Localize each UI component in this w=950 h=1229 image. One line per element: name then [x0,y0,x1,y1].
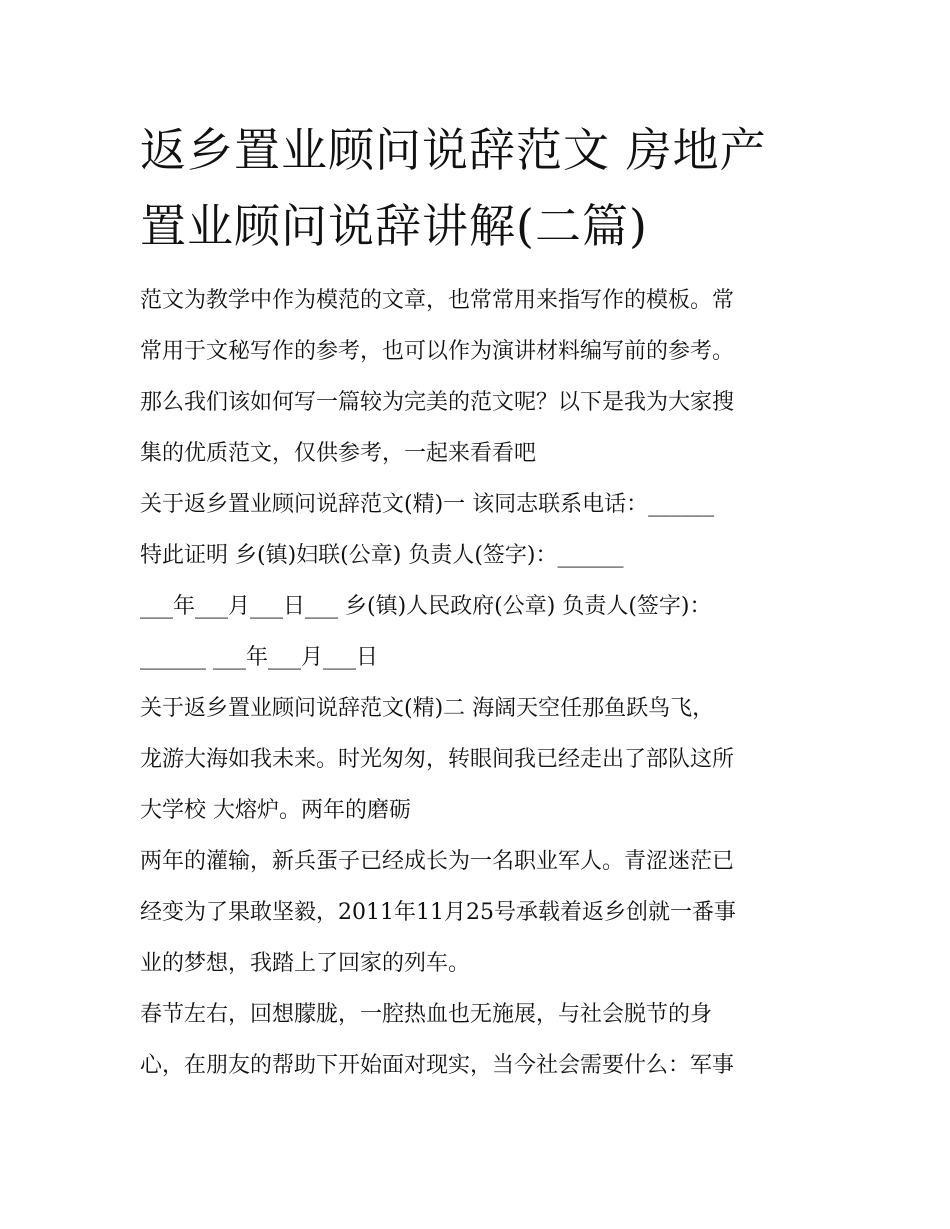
body-line: 两年的灌输，新兵蛋子已经成长为一名职业军人。青涩迷茫已 [140,849,735,874]
body-line: 关于返乡置业顾问说辞范文(精)二 海阔天空任那鱼跃鸟飞， [140,696,715,721]
body-line: 经变为了果敢坚毅，2011年11月25号承载着返乡创就一番事 [140,900,736,925]
body-line: 特此证明 乡(镇)妇联(公章) 负责人(签字)：______ [140,543,624,568]
body-line: 春节左右，回想朦胧，一腔热血也无施展，与社会脱节的身 [140,1002,713,1027]
body-line: 常用于文秘写作的参考，也可以作为演讲材料编写前的参考。 [140,339,735,364]
body-line: 龙游大海如我未来。时光匆匆，转眼间我已经走出了部队这所 [140,747,735,772]
body-line: ___年___月___日___ 乡(镇)人民政府(公章) 负责人(签字)： [140,594,712,619]
body-line: 大学校 大熔炉。两年的磨砺 [140,798,411,823]
body-line: 关于返乡置业顾问说辞范文(精)一 该同志联系电话：______ [140,492,715,517]
body-line: 集的优质范文，仅供参考，一起来看看吧 [140,441,537,466]
body-line: 业的梦想，我踏上了回家的列车。 [140,951,471,976]
title-line: 置业顾问说辞讲解(二篇) [140,199,648,253]
document-body [140,275,820,1091]
body-line: 心，在朋友的帮助下开始面对现实，当今社会需要什么：军事 [140,1053,735,1078]
body-line: 那么我们该如何写一篇较为完美的范文呢？以下是我为大家搜 [140,390,735,415]
body-line: 范文为教学中作为模范的文章，也常常用来指写作的模板。常 [140,288,735,313]
body-line: ______ ___年___月___日 [140,645,378,670]
document-title [140,112,830,264]
title-line: 返乡置业顾问说辞范文 房地产 [140,123,767,177]
